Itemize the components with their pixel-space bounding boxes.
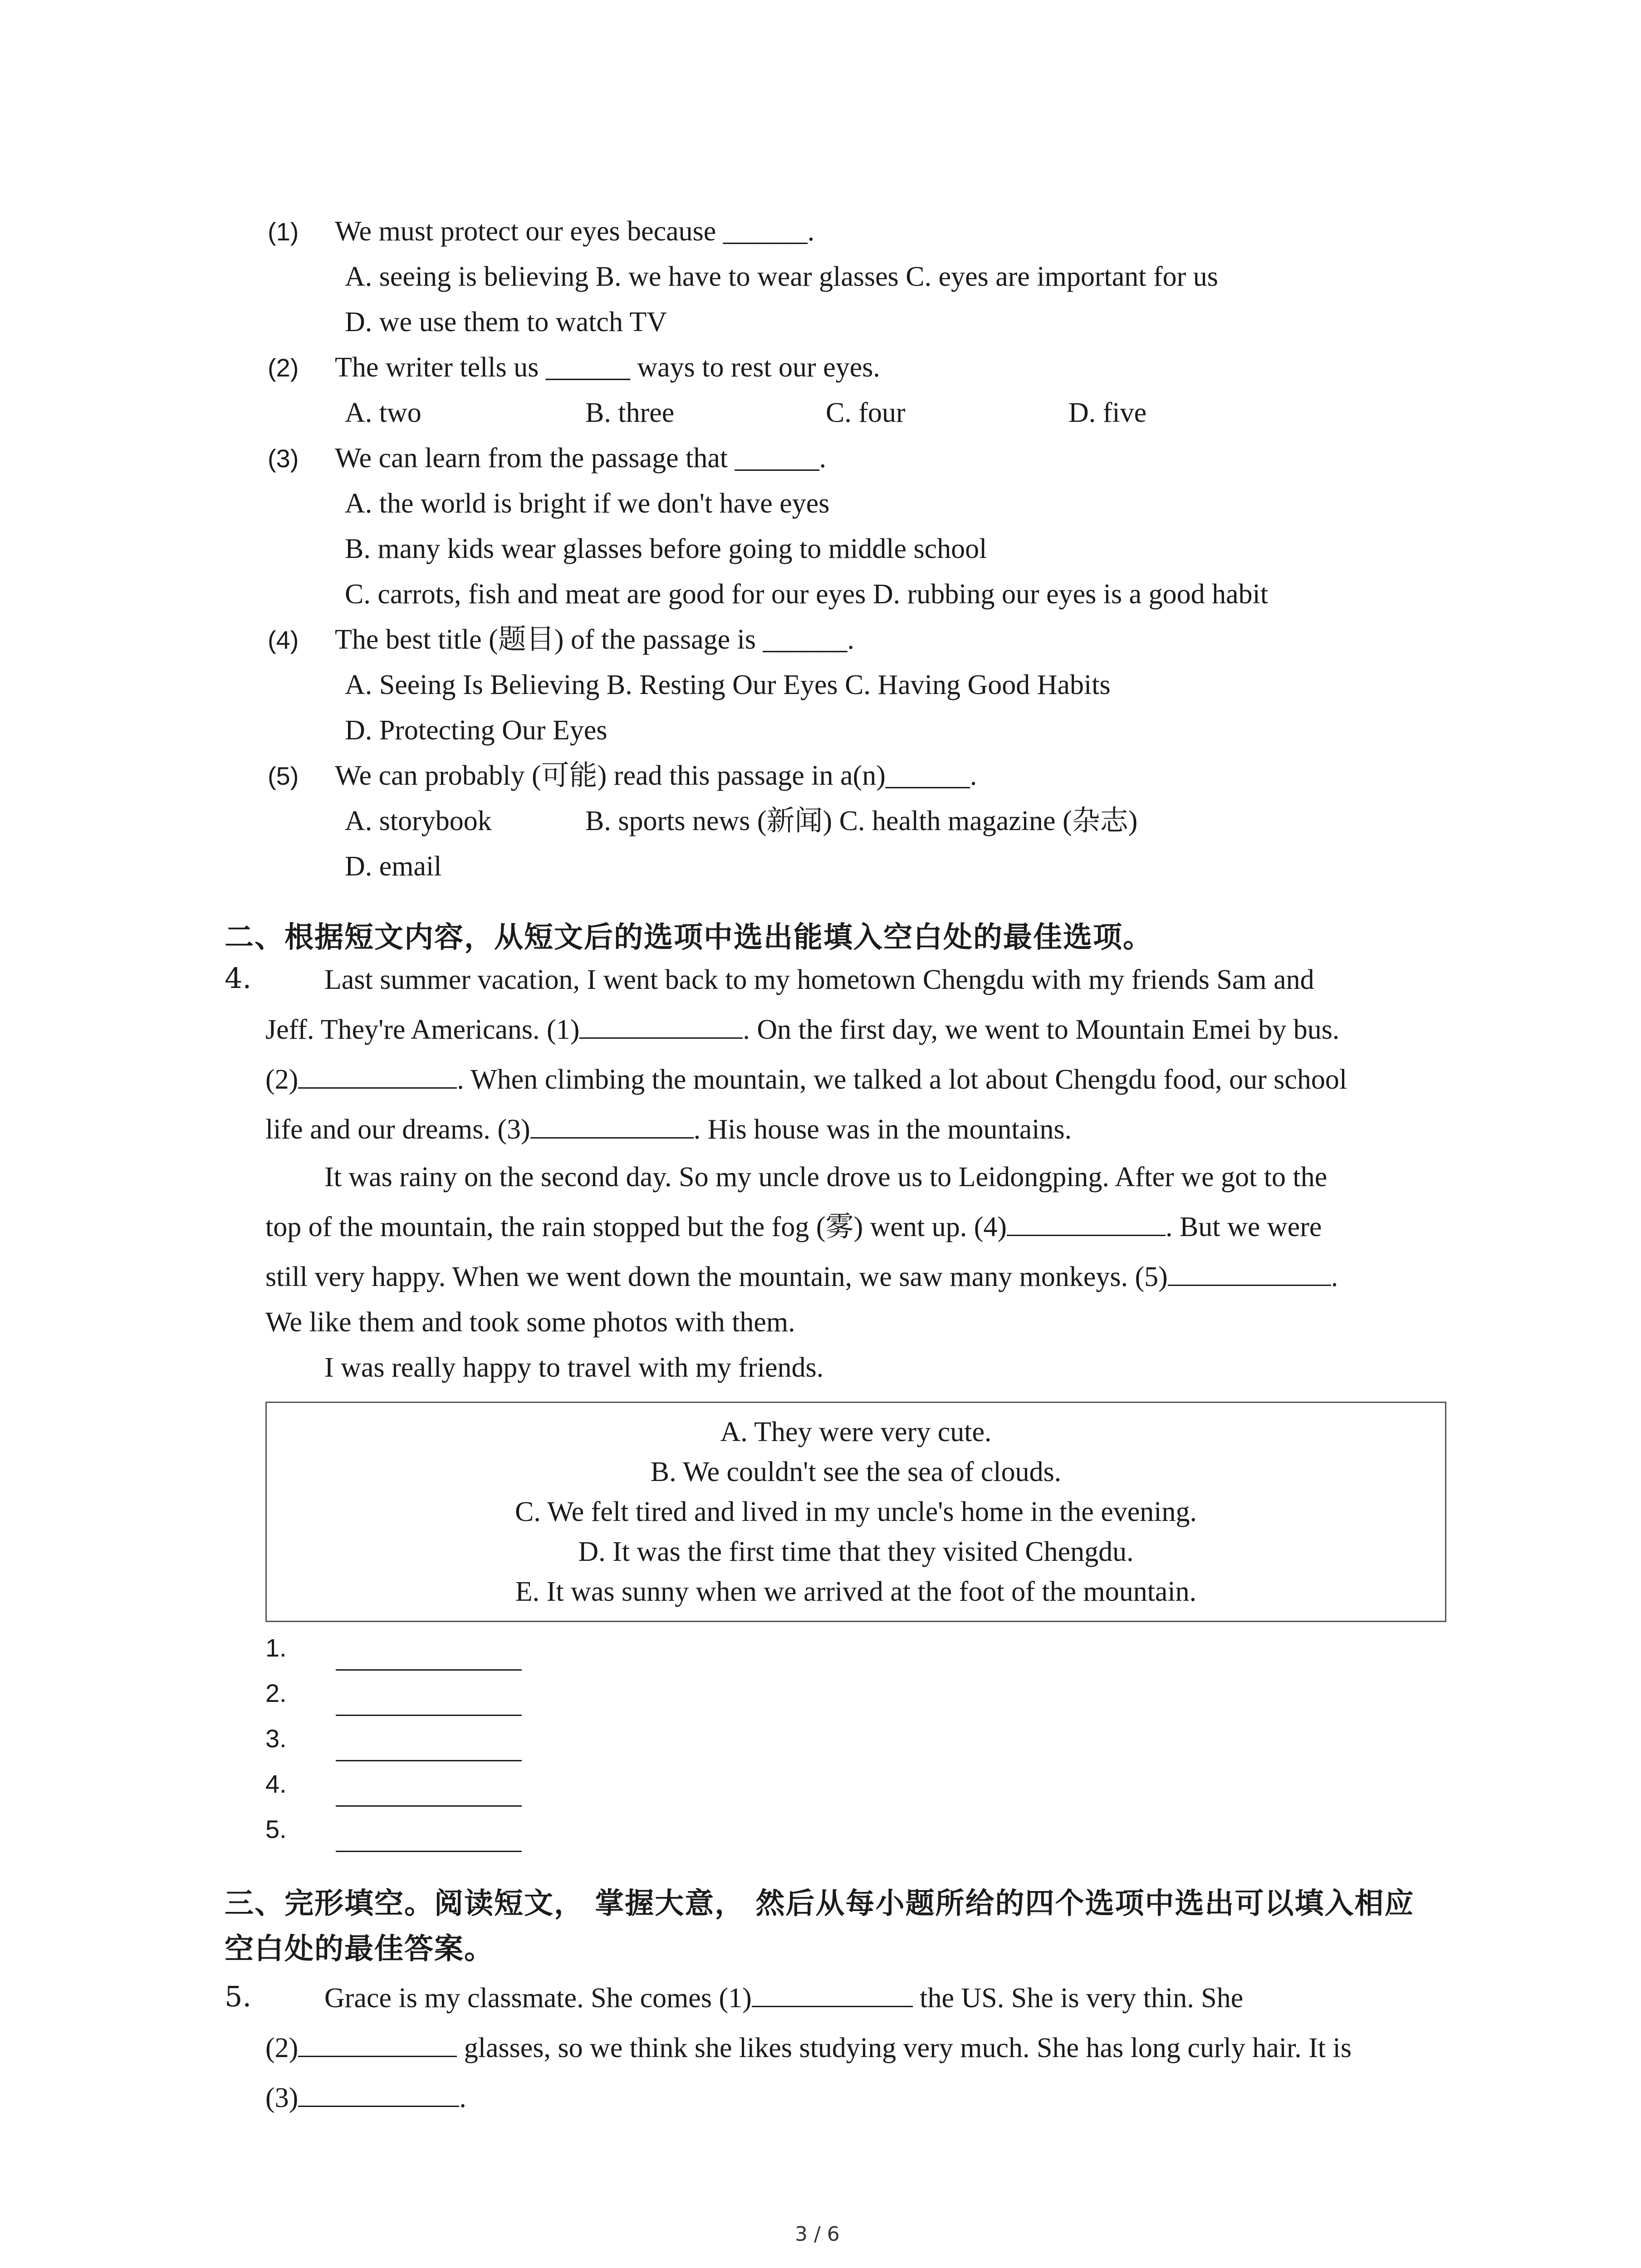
passage-text: still very happy. When we went down the mountain, we saw many monkeys. (5) [265, 1261, 1168, 1292]
passage-line [265, 2075, 466, 2121]
box-option-b: B. We couldn't see the sea of clouds. [650, 1457, 1062, 1487]
question-number: 4. [225, 962, 252, 995]
passage-line: Last summer vacation, I went back to my hometown Chengdu with my friends Sam and [324, 964, 1314, 995]
passage-line [265, 1107, 1072, 1152]
cloze-blank-3[interactable] [298, 2079, 459, 2107]
cloze-blank-1[interactable] [752, 1980, 913, 2007]
question-number: (1) [268, 217, 299, 246]
option-c: C. four [826, 397, 906, 428]
answer-number: 2. [265, 1679, 287, 1707]
passage-line [265, 2025, 1352, 2071]
passage-text: . His house was in the mountains. [693, 1114, 1072, 1145]
passage-text: top of the mountain, the rain stopped but the fog (雾) went up. (4) [265, 1212, 1007, 1242]
passage-text: life and our dreams. (3) [265, 1114, 530, 1145]
answer-line-3[interactable] [336, 1760, 522, 1761]
box-option-d: D. It was the first time that they visited Chengdu. [578, 1536, 1134, 1567]
question-number: (3) [268, 444, 299, 473]
question-number: 5. [225, 1980, 252, 2013]
passage-line [265, 1007, 1339, 1052]
passage-text: (2) [265, 2033, 299, 2063]
answer-line-5[interactable] [336, 1851, 522, 1852]
question-stem: We must protect our eyes because ______. [335, 216, 815, 247]
option-bc: B. sports news (新闻) C. health magazine (杂志) [585, 806, 1138, 836]
passage-text [913, 1983, 920, 2014]
question-stem: The best title (题目) of the passage is ______. [335, 624, 855, 655]
blank-3[interactable] [530, 1111, 694, 1139]
passage-line: I was really happy to travel with my friends. [324, 1352, 824, 1383]
question-number: (5) [268, 762, 299, 790]
option-row: D. we use them to watch TV [345, 307, 667, 337]
passage-text: . When climbing the mountain, we talked a lot about Chengdu food, our school [457, 1064, 1347, 1095]
option-row: B. many kids wear glasses before going to middle school [345, 533, 987, 564]
answer-line-4[interactable] [336, 1805, 522, 1807]
box-option-c: C. We felt tired and lived in my uncle's home in the evening. [514, 1496, 1197, 1527]
option-row: D. Protecting Our Eyes [345, 715, 607, 746]
passage-text: . But we were [1166, 1212, 1322, 1242]
section-heading: 三、完形填空。阅读短文， 掌握大意， 然后从每小题所给的四个选项中选出可以填入相应 [225, 1887, 1415, 1921]
section-heading-cont: 空白处的最佳答案。 [225, 1932, 494, 1966]
box-option-e: E. It was sunny when we arrived at the foot of the mountain. [515, 1576, 1197, 1607]
passage-text [457, 2033, 464, 2063]
blank-2[interactable] [298, 1061, 457, 1089]
answer-line-1[interactable] [336, 1669, 522, 1671]
question-stem: The writer tells us ______ ways to rest our eyes. [335, 352, 880, 383]
option-a: A. storybook [345, 806, 492, 836]
question-number: (2) [268, 353, 299, 382]
option-row: C. carrots, fish and meat are good for our eyes D. rubbing our eyes is a good habit [345, 579, 1269, 610]
passage-text: Jeff. They're Americans. (1) [265, 1014, 580, 1045]
passage-text: Grace is my classmate. She comes (1) [324, 1983, 752, 2014]
passage-text: . [1331, 1261, 1338, 1292]
passage-line [265, 1254, 1338, 1300]
option-row: A. Seeing Is Believing B. Resting Our Eyes C. Having Good Habits [345, 670, 1111, 700]
cloze-blank-2[interactable] [298, 2029, 457, 2057]
passage-text: . On the first day, we went to Mountain Emei by bus. [743, 1014, 1340, 1045]
box-option-a: A. They were very cute. [720, 1417, 992, 1447]
option-row: A. the world is bright if we don't have eyes [345, 488, 830, 519]
blank-4[interactable] [1007, 1208, 1166, 1236]
passage-line: It was rainy on the second day. So my uncle drove us to Leidongping. After we got to the [324, 1162, 1327, 1193]
passage-text: (3) [265, 2082, 299, 2113]
passage-line [265, 1204, 1322, 1250]
answer-number: 1. [265, 1633, 287, 1662]
blank-5[interactable] [1168, 1258, 1331, 1286]
passage-text: (2) [265, 1064, 299, 1095]
passage-text: the US. She is very thin. She [920, 1983, 1244, 2014]
passage-line: We like them and took some photos with them. [265, 1307, 795, 1338]
options-box [265, 1402, 1446, 1622]
answer-number: 4. [265, 1769, 287, 1798]
passage-text: . [459, 2082, 466, 2113]
page-number: 3 / 6 [795, 2223, 840, 2246]
answer-number: 5. [265, 1815, 287, 1843]
passage-line [265, 1057, 1347, 1102]
option-a: A. two [345, 397, 421, 428]
section-heading: 二、根据短文内容，从短文后的选项中选出能填入空白处的最佳选项。 [225, 920, 1153, 954]
answer-number: 3. [265, 1724, 287, 1753]
option-b: B. three [585, 397, 675, 428]
answer-line-2[interactable] [336, 1715, 522, 1716]
blank-1[interactable] [579, 1011, 743, 1039]
option-d: D. five [1068, 397, 1147, 428]
passage-text: glasses, so we think she likes studying very much. She has long curly hair. It is [464, 2033, 1352, 2063]
question-stem: We can probably (可能) read this passage in a(n)______. [335, 760, 977, 791]
option-row: A. seeing is believing B. we have to wear glasses C. eyes are important for us [345, 261, 1218, 292]
option-row: D. email [345, 851, 442, 882]
question-stem: We can learn from the passage that ______. [335, 443, 827, 474]
passage-line [324, 1975, 1243, 2021]
question-number: (4) [268, 626, 299, 654]
